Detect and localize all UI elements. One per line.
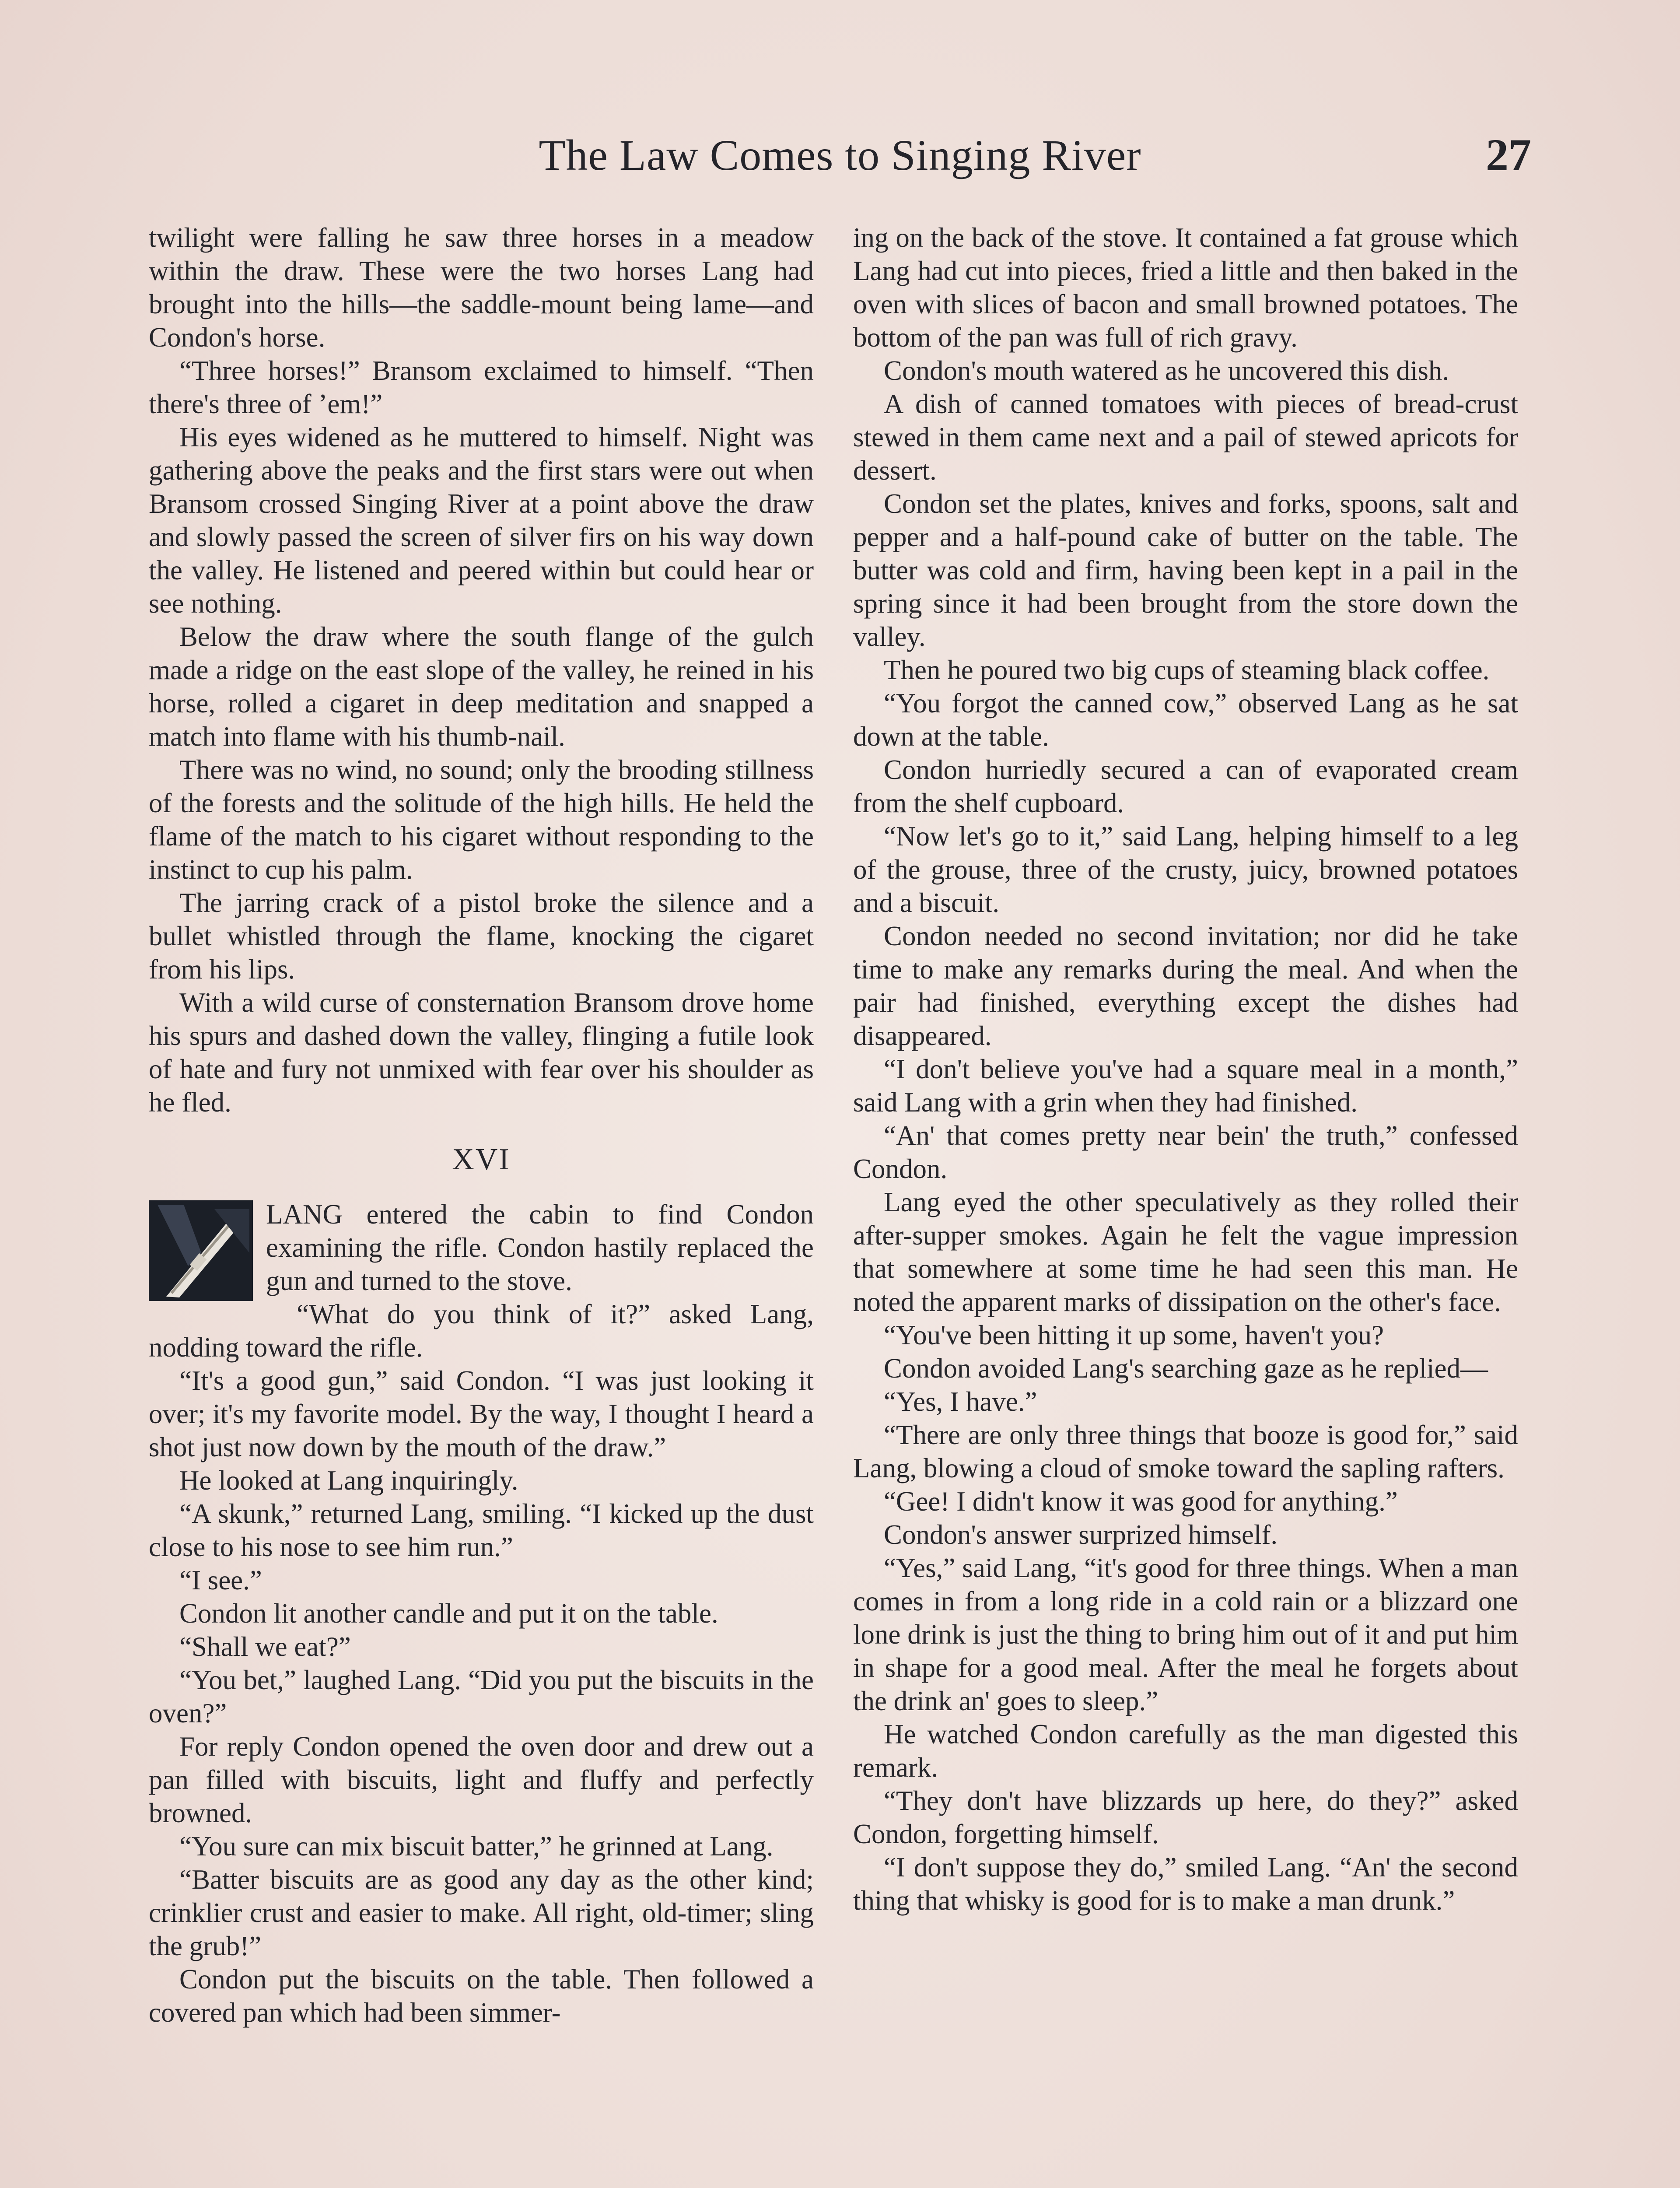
paragraph: “A skunk,” returned Lang, smiling. “I kicked up the dust close to his nose to see him run.” [149,1498,814,1562]
paragraph: Condon's answer surprized himself. [884,1519,1278,1550]
paragraph: A dish of canned tomatoes with pieces of bread-crust stewed in them came next and a pail of stewed apricots for dessert. [853,389,1518,486]
paragraph: Condon avoided Lang's searching gaze as he replied— [884,1353,1488,1384]
paragraph: He watched Condon carefully as the man digested this remark. [853,1719,1518,1783]
paragraph: “Now let's go to it,” said Lang, helping himself to a leg of the grouse, three of the crusty, juicy, browned potatoes and a biscuit. [853,821,1518,918]
left-column [149,221,814,2029]
chapter-heading: XVI [452,1143,511,1176]
paragraph: “There are only three things that booze is good for,” said Lang, blowing a cloud of smoke toward the sapling rafters. [853,1420,1518,1483]
paragraph: “Batter biscuits are as good any day as the other kind; crinklier crust and easier to make. All right, old-timer; sling the grub!” [149,1864,814,1961]
paragraph: “I don't believe you've had a square meal in a month,” said Lang with a grin when they had finished. [853,1054,1518,1118]
page-header [0,127,1680,193]
paragraph: “I don't suppose they do,” smiled Lang. “An' the second thing that whisky is good for is to make a man drunk.” [853,1852,1518,1916]
paragraph: The jarring crack of a pistol broke the silence and a bullet whistled through the flame, knocking the cigaret from his lips. [149,887,814,985]
chapter-opening-paragraph: LANG entered the cabin to find Condon examining the rifle. Condon hastily replaced the gun and turned to the stove. [266,1199,814,1296]
paragraph: Then he poured two big cups of steaming black coffee. [884,655,1490,685]
paragraph: Below the draw where the south flange of the gulch made a ridge on the east slope of the valley, he reined in his horse, rolled a cigaret in deep meditation and snapped a match into flame with his thumb-nail. [149,621,814,752]
paragraph: Condon needed no second invitation; nor did he take time to make any remarks during the meal. And when the pair had finished, everything except the dishes had disappeared. [853,921,1518,1051]
paragraph: Condon put the biscuits on the table. Then followed a covered pan which had been simmer- [149,1964,814,2028]
paragraph: “Yes, I have.” [884,1386,1037,1417]
paragraph: “Shall we eat?” [179,1631,351,1662]
paragraph: “You sure can mix biscuit batter,” he grinned at Lang. [179,1831,774,1862]
right-column [853,221,1518,1917]
paragraph: There was no wind, no sound; only the brooding stillness of the forests and the solitude of the high hills. He held the flame of the match to his cigaret without responding to the instinct to cup his palm. [149,754,814,885]
paragraph: “An' that comes pretty near bein' the truth,” confessed Condon. [853,1120,1518,1184]
paragraph: Lang eyed the other speculatively as they rolled their after-supper smokes. Again he felt the vague impression that somewhere at some time he had seen this man. He noted the apparent marks of dissipation on the other's face. [853,1187,1518,1317]
paragraph: “Gee! I didn't know it was good for anything.” [884,1486,1398,1517]
running-title: The Law Comes to Singing River [539,131,1141,179]
paragraph: “You forgot the canned cow,” observed Lang as he sat down at the table. [853,688,1518,752]
page-number: 27 [1486,130,1531,180]
paragraph: “They don't have blizzards up here, do they?” asked Condon, forgetting himself. [853,1785,1518,1849]
paragraph: With a wild curse of consternation Bransom drove home his spurs and dashed down the valley, flinging a futile look of hate and fury not unmixed with fear over his shoulder as he fled. [149,987,814,1118]
paragraph: “You've been hitting it up some, haven't you? [884,1320,1384,1350]
paragraph: For reply Condon opened the oven door and drew out a pan filled with biscuits, light and fluffy and perfectly browned. [149,1731,814,1828]
paragraph: “Yes,” said Lang, “it's good for three things. When a man comes in from a long ride in a cold rain or a blizzard one lone drink is just the thing to bring him out of it and put him in shape for a good meal. After the meal he forgets about the drink an' goes to sleep.” [853,1553,1518,1716]
paragraph: Condon hurriedly secured a can of evaporated cream from the shelf cupboard. [853,754,1518,818]
paragraph: “It's a good gun,” said Condon. “I was just looking it over; it's my favorite model. By the way, I thought I heard a shot just now down by the mouth of the draw.” [149,1365,814,1462]
paragraph: “Three horses!” Bransom exclaimed to himself. “Then there's three of ’em!” [149,355,814,419]
drop-cap-rifle-icon [149,1200,253,1301]
continuation-paragraph: ing on the back of the stove. It contained a fat grouse which Lang had cut into pieces, fried a little and then baked in the oven with slices of bacon and small browned potatoes. The bottom of the pan was full of rich gravy. [853,222,1518,353]
paragraph: “You bet,” laughed Lang. “Did you put the biscuits in the oven?” [149,1665,814,1729]
paragraph: Condon lit another candle and put it on the table. [179,1598,718,1629]
paragraph: twilight were falling he saw three horses in a meadow within the draw. These were the two horses Lang had brought into the hills—the saddle-mount being lame—and Condon's horse. [149,222,814,353]
paragraph: Condon's mouth watered as he uncovered this dish. [884,355,1449,386]
paragraph: He looked at Lang inquiringly. [179,1465,518,1496]
paragraph: “I see.” [179,1565,262,1595]
paragraph: “What do you think of it?” asked Lang, nodding toward the rifle. [149,1299,814,1363]
paragraph: His eyes widened as he muttered to himself. Night was gathering above the peaks and the first stars were out when Bransom crossed Singing River at a point above the draw and slowly passed the screen of silver firs on his way down the valley. He listened and peered within but could hear or see nothing. [149,422,814,619]
paragraph: Condon set the plates, knives and forks, spoons, salt and pepper and a half-pound cake of butter on the table. The butter was cold and firm, having been kept in a pail in the spring since it had been brought from the store down the valley. [853,488,1518,652]
